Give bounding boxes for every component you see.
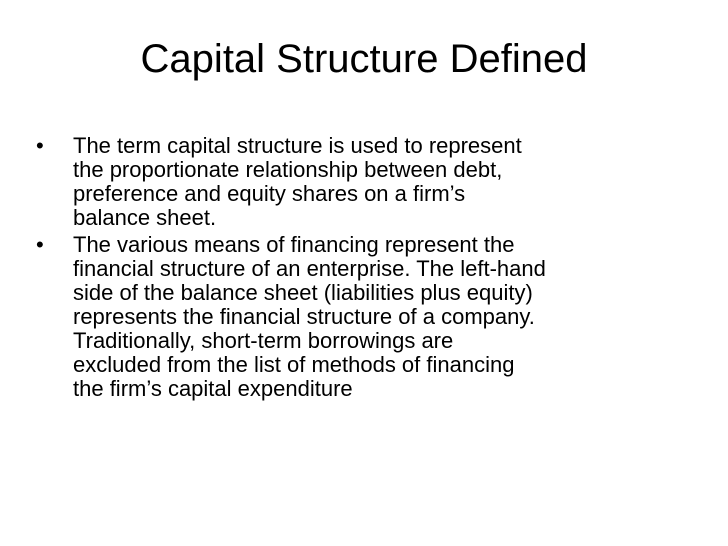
- bullet-line: The various means of financing represent the: [73, 232, 515, 257]
- bullet-list: [36, 134, 696, 404]
- bullet-line: The term capital structure is used to represent: [73, 133, 522, 158]
- bullet-line: balance sheet.: [73, 205, 217, 230]
- bullet-icon: •: [36, 232, 44, 257]
- bullet-line: represents the financial structure of a company.: [73, 304, 535, 329]
- slide-title: Capital Structure Defined: [140, 37, 588, 81]
- bullet-line: excluded from the list of methods of financing: [73, 352, 515, 377]
- bullet-line: the firm’s capital expenditure: [73, 376, 353, 401]
- bullet-line: the proportionate relationship between debt,: [73, 157, 503, 182]
- bullet-line: preference and equity shares on a firm’s: [73, 181, 466, 206]
- bullet-icon: •: [36, 133, 44, 158]
- bullet-line: financial structure of an enterprise. The left-hand: [73, 256, 546, 281]
- bullet-line: Traditionally, short-term borrowings are: [73, 328, 454, 353]
- bullet-text: [73, 134, 696, 230]
- bullet-text: [73, 233, 696, 401]
- bullet-item: [36, 233, 696, 401]
- bullet-line: side of the balance sheet (liabilities plus equity): [73, 280, 533, 305]
- bullet-item: [36, 134, 696, 230]
